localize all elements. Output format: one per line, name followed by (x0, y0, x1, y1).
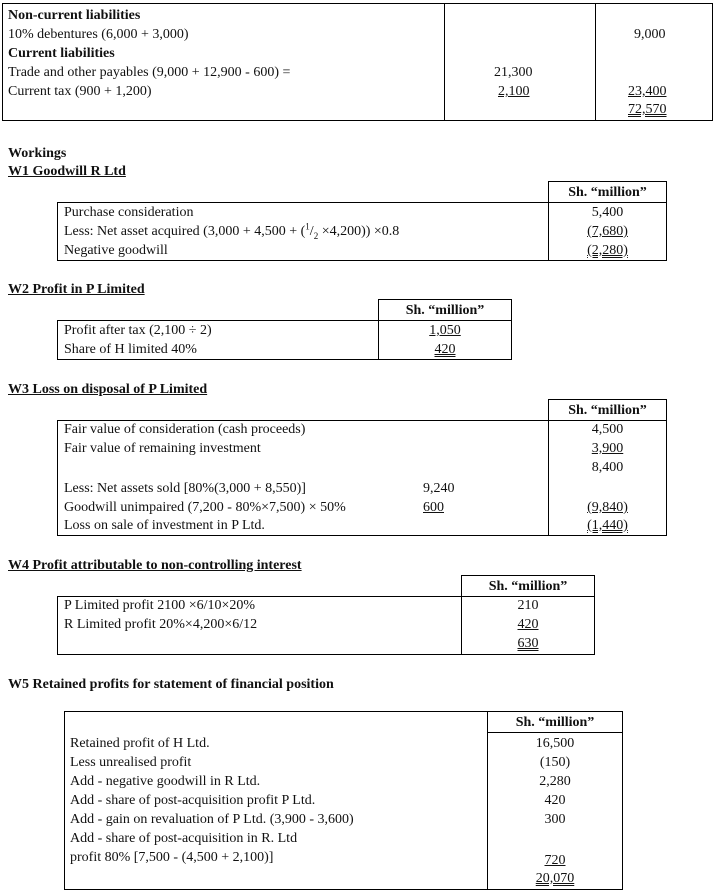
w1-row-2-value: (7,680) (587, 224, 628, 239)
w2-unit-header: Sh. “million” (405, 303, 485, 318)
w5-row-5-label: Add - gain on revaluation of P Ltd. (3,900 - 3,600) (70, 812, 354, 827)
noncurrent-liabilities-heading: Non-current liabilities (8, 8, 141, 23)
w4-row-2-label: R Limited profit 20%×4,200×6/12 (64, 617, 258, 632)
w4-row-1-value: 210 (517, 598, 539, 613)
w1-row-3-value: (2,280) (587, 243, 628, 258)
w4-row-1-label: P Limited profit 2100 ×6/10×20% (64, 598, 256, 613)
w1-row-3-label: Negative goodwill (64, 243, 168, 258)
w5-row-2-value: (150) (539, 755, 571, 770)
debentures-total: 9,000 (634, 27, 666, 42)
w2-row-1-label: Profit after tax (2,100 ÷ 2) (64, 323, 212, 338)
w3-row-1-value: 4,500 (591, 422, 624, 437)
w5-row-4-value: 420 (544, 793, 566, 808)
w5-row-5-value: 300 (544, 812, 566, 827)
tax-value: 2,100 (498, 84, 530, 99)
w1-unit-header: Sh. “million” (568, 185, 647, 200)
w3-unit-header: Sh. “million” (568, 403, 647, 418)
w4-title: W4 Profit attributable to non-controlling interest (8, 558, 302, 573)
workings-heading: Workings (8, 146, 67, 161)
w5-row-6-label: Add - share of post-acquisition in R. Ltd (70, 831, 298, 846)
w5-title: W5 Retained profits for statement of financial position (8, 677, 334, 692)
w2-row-2-label: Share of H limited 40% (64, 342, 197, 357)
w5-row-7-value: 720 (544, 853, 566, 868)
w3-row-5-label: Goodwill unimpaired (7,200 - 80%×7,500) × 50% (64, 500, 346, 515)
w3-row-6-label: Loss on sale of investment in P Ltd. (64, 518, 265, 533)
w5-row-1-value: 16,500 (535, 736, 575, 751)
grand-total: 72,570 (628, 102, 667, 117)
w5-row-8-value: 20,070 (535, 871, 575, 886)
tax-label: Current tax (900 + 1,200) (8, 84, 152, 99)
w5-row-7-label: profit 80% [7,500 - (4,500 + 2,100)] (70, 850, 274, 865)
current-liabilities-total: 23,400 (628, 84, 667, 99)
w5-unit-header: Sh. “million” (515, 715, 595, 730)
w1-row-1-label: Purchase consideration (64, 205, 194, 220)
payables-label: Trade and other payables (9,000 + 12,900 - 600) = (8, 65, 291, 80)
w5-header-divider (487, 732, 623, 733)
w3-row-1-label: Fair value of consideration (cash proceeds) (64, 422, 306, 437)
w3-row-4-mid: 9,240 (423, 481, 455, 496)
payables-value: 21,300 (494, 65, 533, 80)
w3-title: W3 Loss on disposal of P Limited (8, 382, 208, 397)
w2-row-1-value: 1,050 (429, 323, 461, 338)
w5-row-3-label: Add - negative goodwill in R Ltd. (70, 774, 261, 789)
liabilities-col-divider-1 (444, 3, 445, 121)
debentures-label: 10% debentures (6,000 + 3,000) (8, 27, 189, 42)
w2-row-2-value: 420 (434, 342, 456, 357)
w1-title: W1 Goodwill R Ltd (8, 164, 126, 179)
w1-row-2-label: Less: Net asset acquired $(3,000 + 4,500 + (^1/_2 \times 4,200)) \times 0.8$ (64, 221, 400, 241)
w4-row-2-value: 420 (517, 617, 539, 632)
w3-row-4-label: Less: Net assets sold [80%(3,000 + 8,550)] (64, 481, 306, 496)
w5-row-2-label: Less unrealised profit (70, 755, 192, 770)
w5-row-3-value: 2,280 (539, 774, 571, 789)
current-liabilities-heading: Current liabilities (8, 46, 115, 61)
w3-row-6-value: (1,440) (587, 518, 628, 533)
w4-unit-header: Sh. “million” (488, 579, 568, 594)
w3-row-3-value: 8,400 (591, 460, 624, 475)
w2-title: W2 Profit in P Limited (8, 282, 145, 297)
w5-row-1-label: Retained profit of H Ltd. (70, 736, 210, 751)
w3-row-5-value: (9,840) (587, 500, 628, 515)
w4-row-3-value: 630 (517, 636, 539, 651)
w3-row-5-mid: 600 (423, 500, 444, 515)
liabilities-col-divider-2 (595, 3, 596, 121)
w3-row-2-label: Fair value of remaining investment (64, 441, 261, 456)
w1-row-1-value: 5,400 (591, 205, 624, 220)
w3-row-2-value: 3,900 (591, 441, 624, 456)
w5-row-4-label: Add - share of post-acquisition profit P Ltd. (70, 793, 316, 808)
